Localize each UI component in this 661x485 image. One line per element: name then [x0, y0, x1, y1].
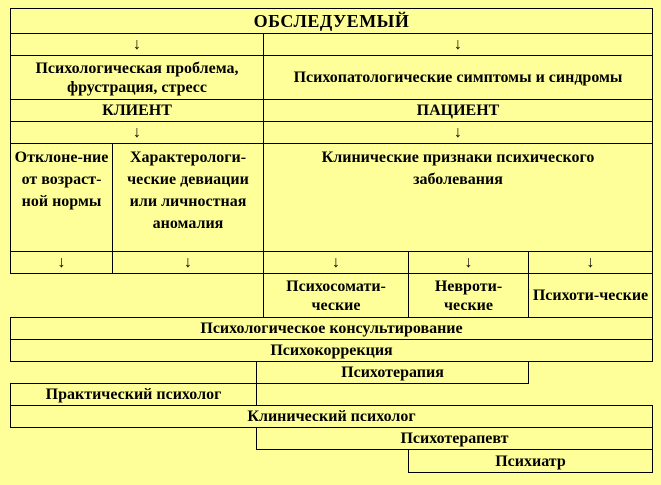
- arrow-down-icon: ↓: [263, 121, 653, 144]
- psychotherapy-bar: Психотерапия: [256, 361, 529, 384]
- clinical-psychologist-bar: Клинический психолог: [10, 405, 653, 428]
- arrow-down-icon: ↓: [10, 33, 264, 56]
- arrow-down-icon: ↓: [263, 33, 653, 56]
- neurotic-node: Невроти-ческие: [408, 273, 529, 318]
- psychological-counseling-bar: Психологическое консультирование: [10, 317, 653, 340]
- psychological-problem-node: Психологическая проблема, фрустрация, стресс: [10, 55, 264, 100]
- psychocorrection-bar: Психокоррекция: [10, 339, 653, 362]
- patient-label: ПАЦИЕНТ: [263, 99, 653, 122]
- clinical-signs-node: Клинические признаки психического заболевания: [263, 143, 653, 252]
- practical-psychologist-bar: Практический психолог: [10, 383, 257, 406]
- age-norm-deviation-node: Отклоне-ние от возраст-ной нормы: [10, 143, 113, 252]
- psychopathological-symptoms-node: Психопатологические симптомы и синдромы: [263, 55, 653, 100]
- psychosomatic-node: Психосомати-ческие: [263, 273, 409, 318]
- psychiatrist-bar: Психиатр: [408, 449, 653, 473]
- arrow-down-icon: ↓: [10, 251, 113, 274]
- psychotic-node: Психоти-ческие: [528, 273, 653, 318]
- arrow-down-icon: ↓: [10, 121, 264, 144]
- root-node: ОБСЛЕДУЕМЫЙ: [10, 8, 653, 34]
- psychotherapist-bar: Психотерапевт: [256, 427, 653, 450]
- arrow-down-icon: ↓: [112, 251, 264, 274]
- arrow-down-icon: ↓: [263, 251, 409, 274]
- arrow-down-icon: ↓: [408, 251, 529, 274]
- client-label: КЛИЕНТ: [10, 99, 264, 122]
- character-deviation-node: Характерологи-ческие девиации или личностная аномалия: [112, 143, 264, 252]
- arrow-down-icon: ↓: [528, 251, 653, 274]
